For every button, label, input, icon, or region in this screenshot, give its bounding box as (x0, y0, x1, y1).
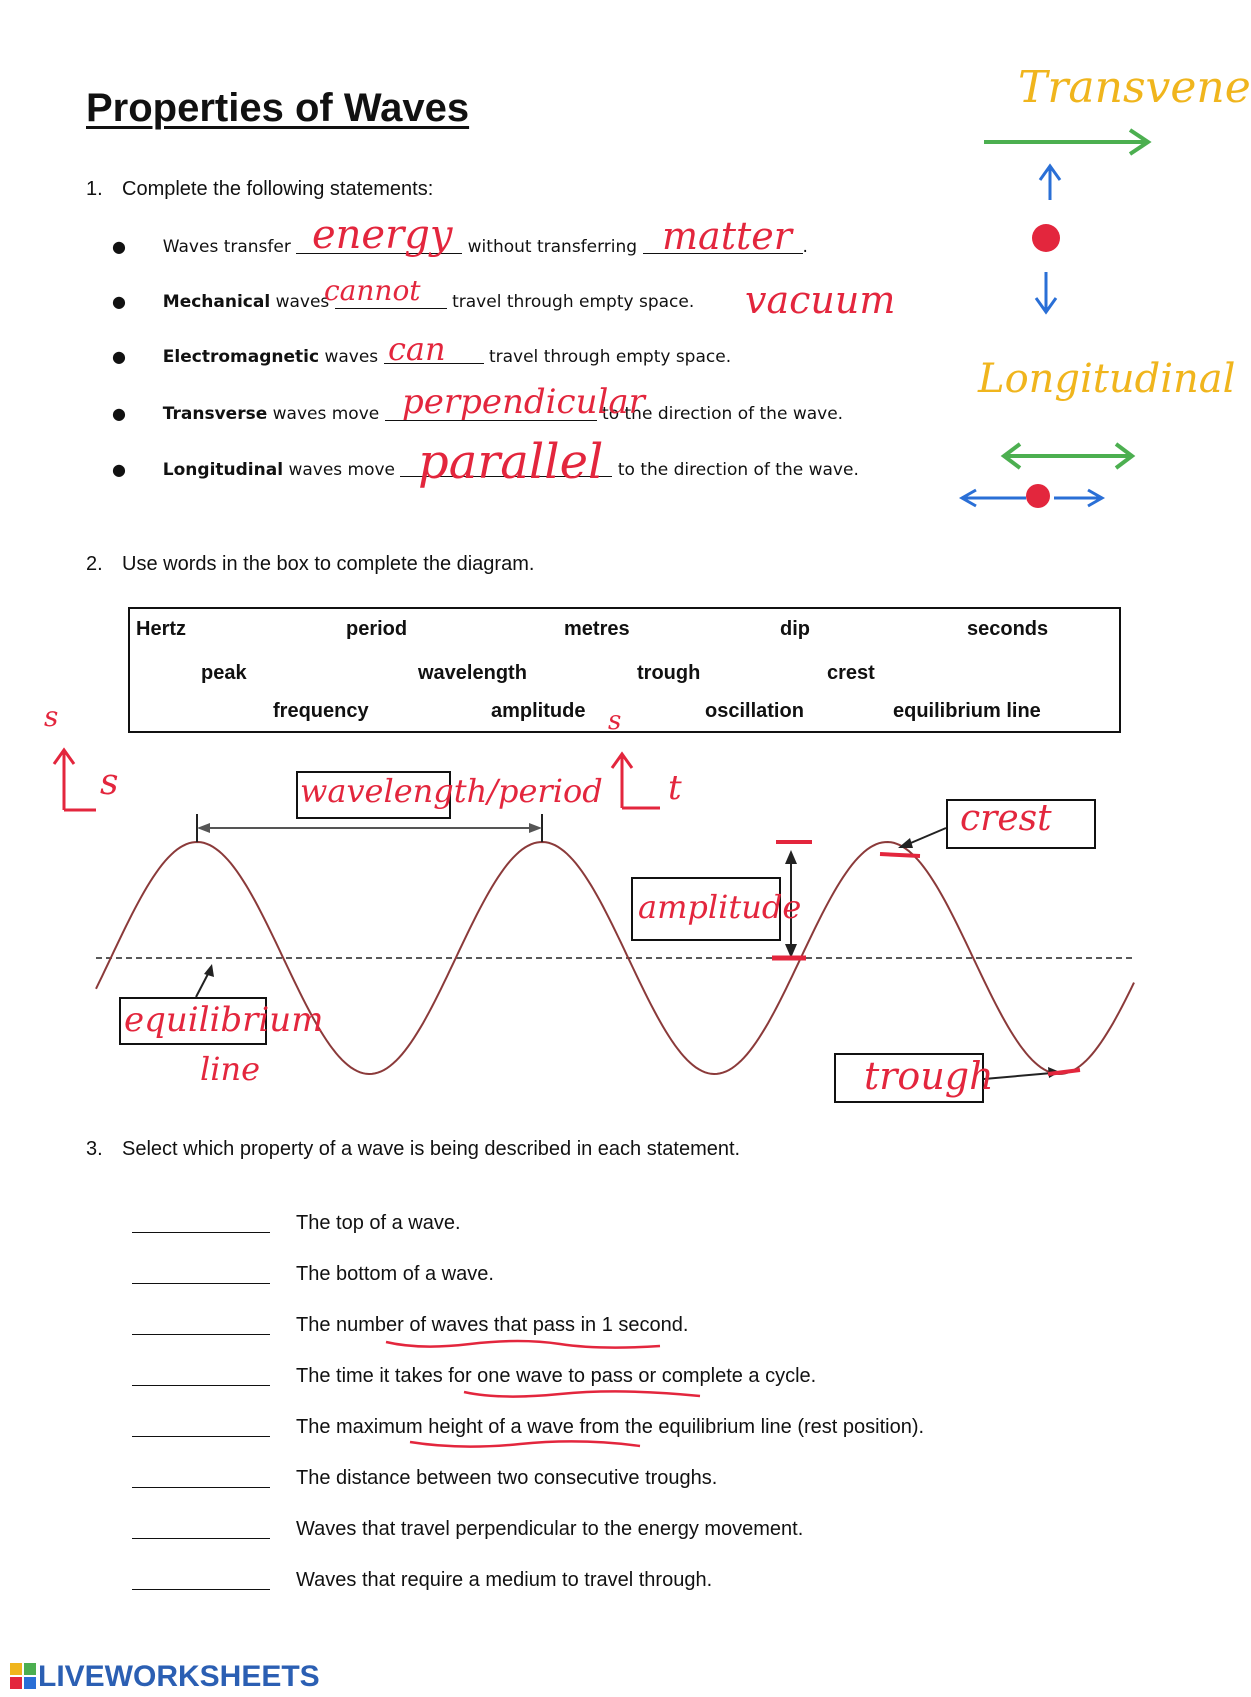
question-3 (86, 1138, 740, 1161)
q3-item-text: The time it takes for one wave to pass or complete a cycle. (296, 1365, 817, 1387)
statement-text: Waves transfer (162, 237, 291, 257)
word-box-item[interactable]: period (346, 618, 408, 640)
bullet-icon: ● (112, 460, 126, 479)
handwritten-label-trough: trough (864, 1054, 994, 1098)
liveworksheets-logo (10, 1660, 320, 1694)
crest-pointer-arrow (898, 828, 946, 848)
keyword: Mechanical (162, 292, 271, 312)
page-title: Properties of Waves (86, 86, 470, 130)
word-box-item[interactable]: dip (780, 618, 810, 640)
handwritten-label-equilibrium: equilibrium (124, 1000, 324, 1040)
word-box-item[interactable]: trough (637, 662, 701, 684)
statement-text: travel through empty space. (452, 292, 695, 312)
handwritten-answer: cannot (324, 274, 421, 307)
q3-item-text: The number of waves that pass in 1 second. (296, 1314, 689, 1336)
q3-item-text: Waves that travel perpendicular to the energy movement. (296, 1518, 804, 1540)
crest-mark (880, 854, 920, 856)
handwritten-answer: perpendicular (402, 382, 645, 422)
q3-item (132, 1569, 712, 1592)
statement-text: to the direction of the wave. (617, 460, 859, 480)
handwritten-answer: can (388, 330, 446, 368)
statement-text: waves (324, 347, 379, 367)
question-prompt: Select which property of a wave is being described in each statement. (122, 1138, 741, 1160)
answer-blank[interactable] (132, 1569, 270, 1590)
bullet-icon: ● (112, 347, 126, 366)
question-prompt: Use words in the box to complete the diagram. (122, 553, 535, 575)
keyword: Transverse (162, 404, 268, 424)
statement-text: to the direction of the wave. (602, 404, 844, 424)
bullet-icon: ● (112, 404, 126, 423)
answer-blank[interactable] (132, 1518, 270, 1539)
handwritten-note-s: s (608, 706, 622, 736)
keyword: Electromagnetic (162, 347, 320, 367)
equilibrium-pointer-arrow (196, 964, 214, 997)
handwritten-note-s: s (100, 762, 119, 803)
left-arrow-icon (962, 490, 1026, 506)
statement-text: travel through empty space. (488, 347, 732, 367)
question-1 (86, 178, 433, 201)
down-arrow-icon (1036, 272, 1056, 312)
brand-text: LIVEWORKSHEETS (38, 1660, 320, 1693)
handwritten-answer: parallel (418, 434, 604, 490)
statement-text: waves (275, 292, 330, 312)
question-number: 2. (86, 553, 103, 575)
handwritten-note-longitudinal: Longitudinal (978, 356, 1236, 402)
right-arrow-icon (1054, 490, 1102, 506)
statement-text: without transferring (467, 237, 638, 257)
q3-item-text: The top of a wave. (296, 1212, 461, 1234)
wave-direction-sketch (950, 120, 1190, 520)
q3-item-text: The maximum height of a wave from the equilibrium line (rest position). (296, 1416, 925, 1438)
transverse-arrow-icon (984, 130, 1148, 154)
handwritten-answer: energy (312, 212, 453, 258)
word-box-item[interactable]: metres (564, 618, 630, 640)
particle-icon (1032, 224, 1060, 252)
word-box-item[interactable]: peak (201, 662, 247, 684)
question-number: 3. (86, 1138, 103, 1160)
q3-item-text: The distance between two consecutive troughs. (296, 1467, 718, 1489)
answer-blank[interactable] (132, 1467, 270, 1488)
handwritten-answer: matter (662, 214, 792, 258)
word-box-item[interactable]: crest (827, 662, 875, 684)
answer-blank[interactable] (132, 1212, 270, 1233)
q3-item (132, 1212, 461, 1235)
word-box-item[interactable]: seconds (967, 618, 1049, 640)
handwritten-underlines (0, 1300, 1200, 1460)
word-box-item[interactable]: oscillation (705, 700, 804, 722)
handwritten-note-s: s (44, 700, 59, 733)
q3-item (132, 1467, 717, 1490)
statement-text: waves move (288, 460, 396, 480)
statement-text: waves move (272, 404, 380, 424)
handwritten-note-transverse: Transvene (1018, 62, 1251, 113)
answer-blank[interactable] (132, 1263, 270, 1284)
wave-diagram (0, 690, 1200, 1120)
handwritten-label-wavelength: wavelength/period (300, 772, 603, 810)
q3-item-text: Waves that require a medium to travel through. (296, 1569, 713, 1591)
longitudinal-arrow-icon (1004, 444, 1132, 468)
word-box-item[interactable]: equilibrium line (893, 700, 1041, 722)
word-box-item[interactable]: frequency (273, 700, 369, 722)
bullet-icon: ● (112, 292, 126, 311)
keyword: Longitudinal (162, 460, 284, 480)
statement-end: . (802, 237, 808, 257)
up-arrow-icon (1040, 166, 1060, 200)
word-box-item[interactable]: Hertz (136, 618, 187, 640)
q3-item (132, 1518, 803, 1541)
handwritten-note-t: t (668, 768, 682, 808)
logo-icon (10, 1663, 36, 1689)
question-number: 1. (86, 178, 103, 200)
q3-item-text: The bottom of a wave. (296, 1263, 494, 1285)
handwritten-label-crest: crest (960, 798, 1052, 839)
q3-item (132, 1263, 494, 1286)
question-2 (86, 553, 534, 576)
word-box-item[interactable]: amplitude (491, 700, 586, 722)
bullet-icon: ● (112, 237, 126, 256)
question-prompt: Complete the following statements: (122, 178, 434, 200)
word-box-item[interactable]: wavelength (418, 662, 527, 684)
handwritten-label-line: line (200, 1050, 261, 1088)
handwritten-label-amplitude: amplitude (638, 888, 802, 926)
handwritten-note: vacuum (745, 278, 896, 322)
particle-icon (1026, 484, 1050, 508)
